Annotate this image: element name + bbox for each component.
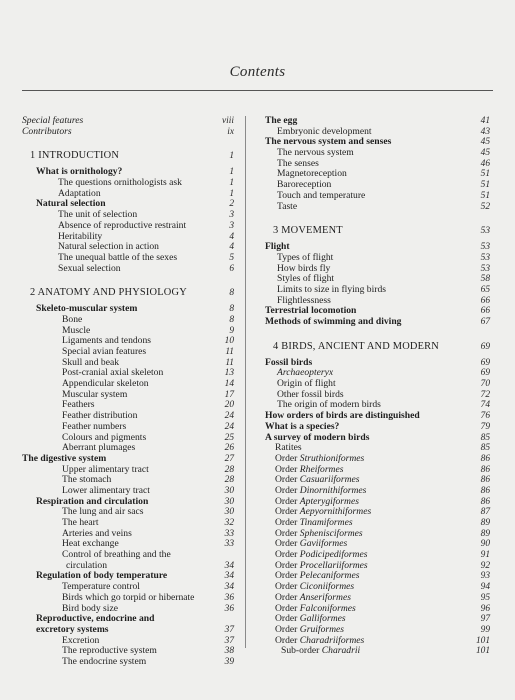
toc-entry-label: Sub-order Charadrii xyxy=(281,646,361,657)
toc-entry-label: Fossil birds xyxy=(265,357,313,368)
toc-entry xyxy=(265,550,490,561)
toc-page-number: 5 xyxy=(229,252,234,263)
toc-entry xyxy=(265,202,490,213)
toc-entry-label: Bird body size xyxy=(62,603,118,614)
toc-entry-label: Muscular system xyxy=(62,389,128,400)
toc-entry xyxy=(22,347,234,358)
toc-page-number: 51 xyxy=(480,190,490,201)
toc-page-number: 34 xyxy=(224,582,234,593)
toc-page-number: 10 xyxy=(224,336,234,347)
toc-page-number: 67 xyxy=(480,317,490,327)
toc-entry-label: Types of flight xyxy=(277,252,334,263)
toc-entry xyxy=(22,116,234,127)
toc-entry-label: Baroreception xyxy=(277,180,332,191)
toc-page-number: 4 xyxy=(229,231,234,242)
toc-page-number: 2 xyxy=(229,199,234,210)
toc-right-column xyxy=(265,116,490,657)
toc-page-number: 86 xyxy=(480,464,490,475)
toc-entry xyxy=(265,296,490,307)
toc-entry-label: The origin of modern birds xyxy=(277,400,381,411)
toc-page-number: viii xyxy=(222,116,234,126)
toc-page-number: 85 xyxy=(480,443,490,454)
toc-page-number: 3 xyxy=(229,210,234,221)
toc-entry-label: Excretion xyxy=(62,635,100,646)
toc-page-number: 14 xyxy=(224,379,234,390)
toc-page-number: 41 xyxy=(480,116,490,126)
toc-entry-label: Order Ciconiiformes xyxy=(275,582,355,593)
toc-entry xyxy=(265,253,490,264)
toc-entry xyxy=(265,274,490,285)
toc-entry-label: Feather distribution xyxy=(62,411,138,422)
toc-entry xyxy=(265,518,490,529)
toc-page-number: 39 xyxy=(224,656,234,667)
toc-entry-label: Magnetoreception xyxy=(277,169,347,180)
toc-page-number: 11 xyxy=(225,347,234,357)
toc-entry xyxy=(265,422,490,433)
toc-page-number: 69 xyxy=(480,341,490,352)
toc-page-number: 38 xyxy=(224,646,234,657)
toc-entry-label: circulation xyxy=(66,560,108,571)
toc-entry-label: 4 BIRDS, ANCIENT AND MODERN xyxy=(273,340,439,352)
toc-entry-label: Special features xyxy=(22,116,84,126)
toc-entry xyxy=(22,486,234,497)
toc-entry xyxy=(22,454,234,465)
toc-entry-label: Feathers xyxy=(62,400,95,411)
toc-entry xyxy=(22,242,234,253)
toc-entry xyxy=(22,614,234,625)
toc-entry-label: Skeleto-muscular system xyxy=(36,304,138,315)
toc-entry xyxy=(265,264,490,275)
toc-page-number: 89 xyxy=(480,528,490,539)
toc-page-number: 66 xyxy=(480,306,490,317)
toc-entry-label: Order Procellariiformes xyxy=(275,560,368,571)
toc-page-number: 8 xyxy=(229,304,234,315)
toc-entry-label: The digestive system xyxy=(22,453,107,464)
toc-entry-label: Order Anseriformes xyxy=(275,592,351,603)
toc-entry xyxy=(22,127,234,138)
toc-entry-label: Origin of flight xyxy=(277,379,336,390)
toc-entry-label: Limits to size in flying birds xyxy=(277,284,386,295)
toc-entry-label: excretory systems xyxy=(36,624,109,635)
toc-entry xyxy=(22,336,234,347)
toc-entry-label: Order Rheiformes xyxy=(275,464,344,475)
toc-entry-label: Archaeopteryx xyxy=(277,368,334,379)
toc-entry xyxy=(265,180,490,191)
toc-entry-label: Post-cranial axial skeleton xyxy=(62,368,164,379)
toc-entry-label: Order Falconiformes xyxy=(275,603,356,614)
toc-page-number: 92 xyxy=(480,560,490,571)
toc-page-number: 70 xyxy=(480,379,490,390)
toc-entry-label: Terrestrial locomotion xyxy=(265,306,357,317)
toc-chapter-entry xyxy=(265,340,490,353)
toc-entry xyxy=(265,358,490,369)
toc-entry xyxy=(265,561,490,572)
toc-entry xyxy=(265,507,490,518)
toc-entry-label: Order Gruiformes xyxy=(275,624,345,635)
toc-entry xyxy=(22,400,234,411)
toc-page-number: 46 xyxy=(480,158,490,169)
toc-entry-label: What is a species? xyxy=(265,421,340,432)
toc-page-number: 20 xyxy=(224,400,234,411)
toc-page-number: 76 xyxy=(480,411,490,422)
toc-entry xyxy=(22,368,234,379)
toc-page-number: 86 xyxy=(480,453,490,464)
toc-entry xyxy=(265,625,490,636)
toc-entry xyxy=(265,486,490,497)
toc-entry xyxy=(265,306,490,317)
toc-entry-label: The reproductive system xyxy=(62,646,157,657)
toc-entry-label: Ratites xyxy=(275,443,302,454)
toc-entry xyxy=(22,411,234,422)
toc-entry-label: Order Gaviiformes xyxy=(275,539,348,550)
toc-entry-label: Order Aepyornithiformes xyxy=(275,507,372,518)
toc-entry xyxy=(265,390,490,401)
toc-entry xyxy=(22,625,234,636)
toc-page-number: 87 xyxy=(480,507,490,518)
toc-chapter-entry xyxy=(22,286,234,299)
toc-entry xyxy=(22,379,234,390)
toc-page-number: 91 xyxy=(480,550,490,561)
toc-page-number: 27 xyxy=(224,453,234,464)
toc-entry-label: Order Charadriiformes xyxy=(275,635,365,646)
toc-entry-label: The nervous system and senses xyxy=(265,137,392,148)
toc-page-number: 8 xyxy=(229,288,234,299)
toc-entry-label: Lower alimentary tract xyxy=(62,485,150,496)
toc-page-number: 53 xyxy=(480,242,490,253)
toc-page-number: 28 xyxy=(224,464,234,475)
toc-page-number: 95 xyxy=(480,592,490,603)
toc-entry-label: Adaptation xyxy=(58,188,101,199)
toc-entry-label: Heat exchange xyxy=(62,539,119,550)
toc-entry-label: The nervous system xyxy=(277,148,354,159)
toc-page-number: 30 xyxy=(224,485,234,496)
toc-page-number: 1 xyxy=(229,188,234,199)
toc-page-number: 96 xyxy=(480,603,490,614)
toc-entry-label: Order Pelecaniformes xyxy=(275,571,360,582)
toc-entry xyxy=(22,315,234,326)
toc-entry xyxy=(265,159,490,170)
toc-page-number: 1 xyxy=(229,167,234,178)
toc-page-number: 53 xyxy=(480,226,490,237)
toc-page-number: 51 xyxy=(480,169,490,180)
toc-entry-label: 3 MOVEMENT xyxy=(273,225,343,237)
toc-entry-label: The lung and air sacs xyxy=(62,507,144,518)
toc-entry-label: The heart xyxy=(62,518,99,528)
toc-entry xyxy=(22,232,234,243)
toc-page-number: 37 xyxy=(224,635,234,646)
toc-page-number: 32 xyxy=(224,518,234,528)
toc-entry-label: Control of breathing and the xyxy=(62,550,171,561)
toc-entry-label: Natural selection xyxy=(36,199,106,210)
toc-page-number: ix xyxy=(227,126,234,137)
toc-page-number: 74 xyxy=(480,400,490,411)
toc-entry-label: Touch and temperature xyxy=(277,190,366,201)
toc-page-number: 72 xyxy=(480,389,490,400)
toc-page-number: 37 xyxy=(224,624,234,635)
toc-page-number: 101 xyxy=(475,635,490,646)
toc-entry xyxy=(265,497,490,508)
toc-entry-label: Methods of swimming and diving xyxy=(265,317,402,327)
toc-entry xyxy=(22,221,234,232)
toc-entry xyxy=(22,475,234,486)
toc-page-number: 36 xyxy=(224,592,234,603)
toc-entry xyxy=(265,582,490,593)
toc-entry xyxy=(265,317,490,328)
toc-entry-label: Order Sphenisciformes xyxy=(275,528,363,539)
toc-page-number: 34 xyxy=(224,571,234,582)
toc-entry xyxy=(22,518,234,529)
toc-entry-label: Order Galliformes xyxy=(275,614,346,625)
toc-entry-label: How orders of birds are distinguished xyxy=(265,411,420,422)
toc-page-number: 30 xyxy=(224,507,234,518)
toc-page-number: 86 xyxy=(480,496,490,507)
toc-entry xyxy=(22,210,234,221)
toc-entry-label: Muscle xyxy=(62,325,91,336)
toc-page-number: 24 xyxy=(224,421,234,432)
toc-page-number: 8 xyxy=(229,314,234,325)
toc-entry xyxy=(22,657,234,668)
toc-entry xyxy=(22,264,234,275)
toc-entry-label: Regulation of body temperature xyxy=(36,571,168,582)
toc-page-number: 28 xyxy=(224,475,234,486)
toc-entry xyxy=(22,604,234,615)
toc-entry-label: The endocrine system xyxy=(62,656,147,667)
toc-chapter-entry xyxy=(265,224,490,237)
toc-entry-label: Order Tinamiformes xyxy=(275,518,353,528)
toc-entry xyxy=(265,614,490,625)
toc-entry-label: Birds which go torpid or hibernate xyxy=(62,592,195,603)
toc-page-number: 43 xyxy=(480,126,490,137)
toc-entry-label: Styles of flight xyxy=(277,274,335,285)
toc-page-number: 1 xyxy=(229,178,234,189)
toc-entry-label: Natural selection in action xyxy=(58,242,159,253)
toc-entry-label: Order Struthioniformes xyxy=(275,453,365,464)
toc-page-number: 6 xyxy=(229,263,234,274)
toc-entry xyxy=(265,242,490,253)
toc-entry xyxy=(22,178,234,189)
toc-entry xyxy=(265,285,490,296)
toc-entry xyxy=(22,189,234,200)
toc-entry xyxy=(22,571,234,582)
toc-page-number: 30 xyxy=(224,496,234,507)
toc-page-number: 1 xyxy=(229,151,234,162)
toc-entry xyxy=(22,582,234,593)
toc-entry xyxy=(265,475,490,486)
toc-entry-label: Absence of reproductive restraint xyxy=(58,220,187,231)
toc-page-number: 69 xyxy=(480,357,490,368)
toc-chapter-entry xyxy=(22,149,234,162)
toc-page-number: 101 xyxy=(475,646,490,657)
toc-page-number: 58 xyxy=(480,274,490,285)
toc-entry xyxy=(265,636,490,647)
toc-entry-label: The egg xyxy=(265,116,298,126)
toc-entry xyxy=(22,550,234,561)
toc-entry xyxy=(22,433,234,444)
toc-entry xyxy=(22,199,234,210)
column-divider xyxy=(245,116,246,648)
toc-entry xyxy=(265,127,490,138)
toc-entry-label: Respiration and circulation xyxy=(36,496,149,507)
toc-page-number: 93 xyxy=(480,571,490,582)
toc-entry xyxy=(265,411,490,422)
toc-page-number: 86 xyxy=(480,485,490,496)
toc-page-number: 36 xyxy=(224,603,234,614)
toc-page-number: 52 xyxy=(480,201,490,212)
toc-page-number: 53 xyxy=(480,252,490,263)
toc-page-number: 26 xyxy=(224,443,234,454)
toc-entry xyxy=(265,646,490,657)
toc-page-number: 3 xyxy=(229,220,234,231)
toc-entry-label: Sexual selection xyxy=(58,263,121,274)
toc-entry xyxy=(265,443,490,454)
toc-entry-label: Flightlessness xyxy=(277,295,331,306)
toc-entry xyxy=(265,529,490,540)
toc-entry xyxy=(22,539,234,550)
toc-entry-label: The unit of selection xyxy=(58,210,138,221)
toc-entry xyxy=(265,379,490,390)
toc-page-number: 24 xyxy=(224,411,234,422)
toc-entry-label: 1 INTRODUCTION xyxy=(30,150,120,162)
toc-entry-label: Heritability xyxy=(58,231,103,242)
toc-page-number: 34 xyxy=(224,560,234,571)
toc-entry-label: Special avian features xyxy=(62,347,147,357)
toc-page-number: 25 xyxy=(224,432,234,443)
toc-page-number: 33 xyxy=(224,539,234,550)
toc-entry xyxy=(22,646,234,657)
toc-entry-label: Taste xyxy=(277,201,298,212)
toc-page-number: 79 xyxy=(480,421,490,432)
toc-page-number: 17 xyxy=(224,389,234,400)
toc-entry-label: 2 ANATOMY AND PHYSIOLOGY xyxy=(30,287,187,299)
header-rule xyxy=(22,90,493,91)
toc-entry xyxy=(22,465,234,476)
toc-entry-label: Embryonic development xyxy=(277,126,372,137)
toc-entry xyxy=(22,497,234,508)
toc-entry xyxy=(265,368,490,379)
toc-entry-label: Bone xyxy=(62,314,83,325)
toc-entry-label: Skull and beak xyxy=(62,357,120,368)
toc-entry xyxy=(22,593,234,604)
toc-entry-label: The stomach xyxy=(62,475,112,486)
toc-entry xyxy=(22,529,234,540)
toc-entry-label: Feather numbers xyxy=(62,421,127,432)
toc-entry xyxy=(22,167,234,178)
toc-entry-label: Order Casuariiformes xyxy=(275,475,360,486)
toc-entry-label: Order Apterygiformes xyxy=(275,496,359,507)
toc-page-number: 86 xyxy=(480,475,490,486)
toc-entry xyxy=(265,604,490,615)
toc-entry-label: How birds fly xyxy=(277,263,331,274)
toc-entry-label: Reproductive, endocrine and xyxy=(36,614,155,625)
toc-left-column xyxy=(22,116,234,668)
toc-entry-label: Other fossil birds xyxy=(277,389,344,400)
toc-entry xyxy=(22,636,234,647)
toc-entry xyxy=(22,326,234,337)
toc-page-number: 45 xyxy=(480,148,490,159)
toc-entry-label: Upper alimentary tract xyxy=(62,464,149,475)
toc-entry xyxy=(22,253,234,264)
page-title: Contents xyxy=(229,64,286,80)
toc-page-number: 53 xyxy=(480,263,490,274)
toc-entry-label: What is ornithology? xyxy=(36,167,123,178)
toc-entry xyxy=(265,400,490,411)
toc-page-number: 66 xyxy=(480,295,490,306)
toc-page-number: 90 xyxy=(480,539,490,550)
toc-entry xyxy=(265,191,490,202)
toc-entry xyxy=(265,137,490,148)
toc-page-number: 9 xyxy=(229,325,234,336)
toc-entry-label: Ligaments and tendons xyxy=(62,336,151,347)
toc-page-number: 4 xyxy=(229,242,234,253)
toc-entry-label: Flight xyxy=(265,242,290,253)
toc-entry-label: Temperature control xyxy=(62,582,140,593)
toc-entry xyxy=(265,454,490,465)
toc-entry xyxy=(265,433,490,444)
toc-entry xyxy=(265,148,490,159)
toc-entry xyxy=(265,116,490,127)
toc-page-number: 13 xyxy=(224,368,234,379)
toc-page-number: 65 xyxy=(480,284,490,295)
toc-entry xyxy=(265,465,490,476)
toc-entry xyxy=(265,593,490,604)
toc-entry xyxy=(22,507,234,518)
toc-page-number: 99 xyxy=(480,624,490,635)
toc-entry xyxy=(22,422,234,433)
toc-entry-label: The senses xyxy=(277,158,319,169)
toc-entry-label: Order Dinornithiformes xyxy=(275,485,367,496)
toc-entry xyxy=(265,539,490,550)
toc-entry-label: Contributors xyxy=(22,126,72,137)
toc-entry-label: Arteries and veins xyxy=(62,528,132,539)
toc-page-number: 51 xyxy=(480,180,490,191)
toc-entry xyxy=(265,169,490,180)
toc-entry xyxy=(22,561,234,572)
toc-entry-label: A survey of modern birds xyxy=(265,432,370,443)
toc-entry-label: Aberrant plumages xyxy=(62,443,136,454)
toc-entry-label: The unequal battle of the sexes xyxy=(58,252,178,263)
toc-entry-label: The questions ornithologists ask xyxy=(58,178,182,189)
toc-page-number: 97 xyxy=(480,614,490,625)
toc-page-number: 94 xyxy=(480,582,490,593)
toc-page-number: 45 xyxy=(480,137,490,148)
toc-entry xyxy=(22,304,234,315)
toc-page-number: 89 xyxy=(480,518,490,528)
toc-page-number: 33 xyxy=(224,528,234,539)
toc-entry-label: Order Podicipediformes xyxy=(275,550,368,561)
toc-page-number: 69 xyxy=(480,368,490,379)
toc-page-number: 85 xyxy=(480,432,490,443)
toc-entry xyxy=(22,443,234,454)
toc-entry xyxy=(265,571,490,582)
toc-entry xyxy=(22,358,234,369)
toc-page-number: 11 xyxy=(225,357,234,368)
toc-entry-label: Appendicular skeleton xyxy=(62,379,149,390)
toc-entry xyxy=(22,390,234,401)
toc-entry-label: Colours and pigments xyxy=(62,432,147,443)
